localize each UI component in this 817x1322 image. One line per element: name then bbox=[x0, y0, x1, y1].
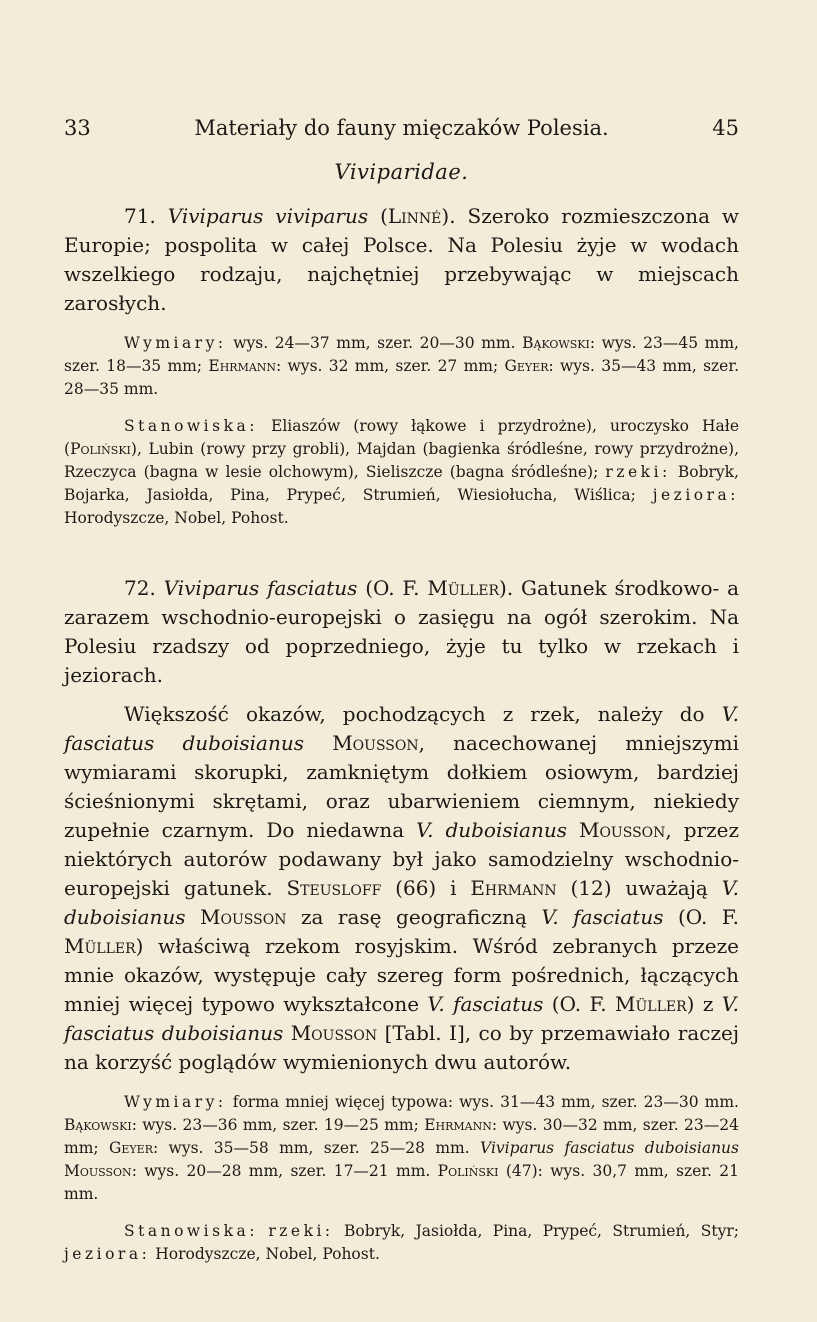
species-author: Müller bbox=[427, 576, 500, 600]
measurements-label: Wymiary: bbox=[124, 334, 227, 352]
species-number: 71. bbox=[124, 204, 156, 228]
species-description: Gatunek środkowo- a zarazem wschodnio-europejski o zasięgu na ogół szerokim. Na Polesiu rzadszy od poprzedniego, żyje tu tylko w rzekach i jeziorach. bbox=[64, 576, 739, 687]
species-number: 72. bbox=[124, 576, 156, 600]
species-author: Linné bbox=[387, 204, 442, 228]
species-72-paragraph: 72. Viviparus fasciatus (O. F. Müller). Gatunek środkowo- a zarazem wschodnio-europejski o zasięgu na ogół szerokim. Na Polesiu rzadszy od poprzedniego, żyje tu tylko w rzekach i jeziorach. bbox=[64, 576, 739, 687]
running-title: Materiały do fauny mięczaków Polesia. bbox=[194, 116, 609, 140]
family-heading: Viviparidae. bbox=[334, 160, 469, 184]
species-description: Szeroko rozmieszczona w Europie; pospolita w całej Polsce. Na Polesiu żyje w wodach wszelkiego rodzaju, najchętniej przebywając w miejscach zarosłych. bbox=[64, 204, 740, 315]
species-71-measurements: Wymiary: wys. 24—37 mm, szer. 20—30 mm. Bąkowski: wys. 23—45 mm, szer. 18—35 mm; Ehrmann: wys. 32 mm, szer. 27 mm; Geyer: wys. 35—43 mm, szer. 28—35 mm. bbox=[64, 334, 739, 398]
measurements-label: Wymiary: bbox=[124, 1093, 227, 1111]
species-name: Viviparus viviparus bbox=[167, 204, 369, 228]
species-71-paragraph: 71. Viviparus viviparus (Linné). Szeroko rozmieszczona w Europie; pospolita w całej Polsce. Na Polesiu żyje w wodach wszelkiego rodzaju, najchętniej przebywając w miejscach zarosłych. bbox=[64, 204, 740, 315]
localities-label: Stanowiska: bbox=[124, 1222, 258, 1240]
right-page-number: 45 bbox=[712, 116, 739, 140]
running-header bbox=[64, 112, 739, 152]
species-72-localities: Stanowiska: rzeki: Bobryk, Jasiołda, Pina, Prypeć, Strumień, Styr; jeziora: Horodyszcze, Nobel, Pohost. bbox=[64, 1222, 739, 1263]
left-page-number: 33 bbox=[64, 116, 91, 140]
species-72-measurements: Wymiary: forma mniej więcej typowa: wys. 31—43 mm, szer. 23—30 mm. Bąkowski: wys. 23—36 mm, szer. 19—25 mm; Ehrmann: wys. 30—32 mm, szer. 23—24 mm; Geyer: wys. 35—58 mm, szer. 25—28 mm. Viviparus fasciatus duboisianus Mousson: wys. 20—28 mm, szer. 17—21 mm. Poliński (47): wys. 30,7 mm, szer. 21 mm. bbox=[64, 1093, 739, 1203]
localities-label: Stanowiska: bbox=[124, 417, 258, 435]
species-72-discussion: Większość okazów, pochodzących z rzek, należy do V. fasciatus duboisianus Mousson, nacechowanej mniejszymi wymiarami skorupki, zamkniętym dołkiem osiowym, bardziej ścieśnionymi skrętami, oraz ubarwieniem ciemnym, niekiedy zupełnie czarnym. Do niedawna V. duboisianus Mousson, przez niektórych autorów podawany był jako samodzielny wschodnio-europejski gatunek. Steusloff (66) i Ehrmann (12) uważają V. duboisianus Mousson za rasę geograficzną V. fasciatus (O. F. Müller) właściwą rzekom rosyjskim. Wśród zebranych przeze mnie okazów, występuje cały szereg form pośrednich, łączących mniej więcej typowo wykształcone V. fasciatus (O. F. Müller) z V. fasciatus duboisianus Mousson [Tabl. I], co by przemawiało raczej na korzyść poglądów wymienionych dwu autorów. bbox=[64, 702, 740, 1074]
species-name: Viviparus fasciatus bbox=[163, 576, 358, 600]
species-71-localities: Stanowiska: Eliaszów (rowy łąkowe i przydrożne), uroczysko Hałe (Poliński), Lubin (rowy przy grobli), Majdan (bagienka śródleśne, rowy przydrożne), Rzeczyca (bagna w lesie olchowym), Sieliszcze (bagna śródleśne); rzeki: Bobryk, Bojarka, Jasiołda, Pina, Prypeć, Strumień, Wiesiołucha, Wiślica; jeziora: Horodyszcze, Nobel, Pohost. bbox=[64, 417, 739, 527]
